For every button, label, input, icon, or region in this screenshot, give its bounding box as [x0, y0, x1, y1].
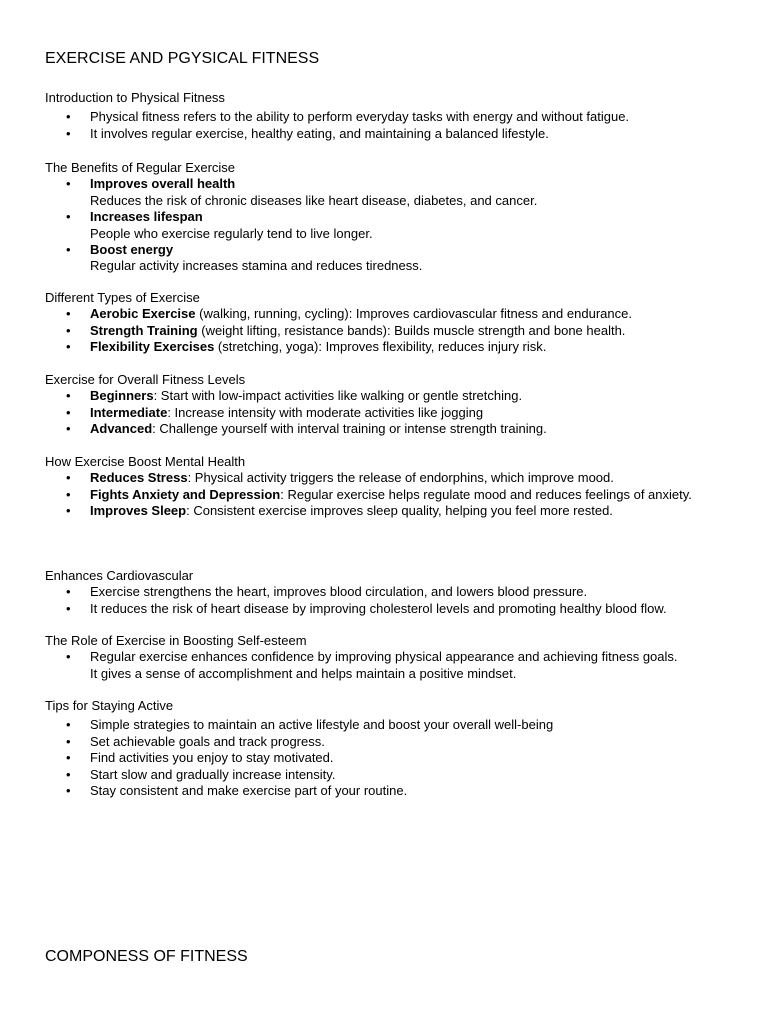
- bullet-icon: •: [66, 750, 71, 766]
- bullet-icon: •: [66, 783, 71, 799]
- section-fitness-levels: [45, 372, 725, 438]
- list-item: • Regular exercise enhances confidence by improving physical appearance and achieving fitness goals. It gives a sense of accomplishment and helps maintain a positive mindset.: [66, 649, 678, 681]
- list-item: • Strength Training (weight lifting, resistance bands): Builds muscle strength and bone health.: [66, 322, 626, 338]
- bullet-icon: •: [66, 125, 71, 141]
- list-item: • Beginners: Start with low-impact activities like walking or gentle stretching.: [66, 388, 523, 404]
- bullet-list: [45, 109, 725, 142]
- bullet-icon: •: [66, 584, 71, 600]
- list-item: • Exercise strengthens the heart, improves blood circulation, and lowers blood pressure.: [66, 584, 588, 600]
- bullet-icon: •: [66, 404, 71, 420]
- bullet-icon: •: [66, 486, 71, 502]
- list-item: • It reduces the risk of heart disease by improving cholesterol levels and promoting healthy blood flow.: [66, 600, 667, 616]
- list-item: • Stay consistent and make exercise part of your routine.: [66, 783, 408, 799]
- bullet-icon: •: [66, 339, 71, 355]
- section-mental-health: [45, 454, 725, 520]
- bullet-icon: •: [66, 176, 71, 192]
- bullet-icon: •: [66, 717, 71, 733]
- bullet-list: [45, 176, 725, 274]
- list-item: • Improves Sleep: Consistent exercise improves sleep quality, helping you feel more rested.: [66, 503, 613, 519]
- bullet-icon: •: [66, 766, 71, 782]
- bullet-icon: •: [66, 242, 71, 258]
- document-title: EXERCISE AND PGYSICAL FITNESS: [45, 50, 320, 67]
- bullet-icon: •: [66, 600, 71, 616]
- bullet-icon: •: [66, 322, 71, 338]
- section-types: [45, 290, 725, 356]
- section-title-components: COMPONESS OF FITNESS: [45, 948, 248, 965]
- section-heading: Introduction to Physical Fitness: [45, 90, 225, 105]
- list-item: • Intermediate: Increase intensity with moderate activities like jogging: [66, 404, 484, 420]
- list-item: • Advanced: Challenge yourself with interval training or intense strength training.: [66, 421, 547, 437]
- bullet-icon: •: [66, 733, 71, 749]
- list-item: • Start slow and gradually increase intensity.: [66, 766, 336, 782]
- section-introduction: [45, 90, 725, 142]
- bullet-icon: •: [66, 649, 71, 665]
- section-heading: How Exercise Boost Mental Health: [45, 454, 246, 469]
- section-heading: Tips for Staying Active: [45, 698, 174, 713]
- list-item: • Reduces Stress: Physical activity triggers the release of endorphins, which improve mood.: [66, 470, 614, 486]
- list-item: • Fights Anxiety and Depression: Regular exercise helps regulate mood and reduces feelings of anxiety.: [66, 486, 692, 502]
- bullet-list: [45, 649, 725, 682]
- bullet-list: [45, 306, 725, 355]
- list-item: • Simple strategies to maintain an active lifestyle and boost your overall well-being: [66, 717, 554, 733]
- bullet-list: [45, 470, 725, 519]
- section-benefits: [45, 160, 725, 275]
- bullet-icon: •: [66, 209, 71, 225]
- section-tips: [45, 698, 725, 799]
- list-item: • Set achievable goals and track progress.: [66, 733, 325, 749]
- section-heading: Exercise for Overall Fitness Levels: [45, 372, 246, 387]
- bullet-icon: •: [66, 503, 71, 519]
- bullet-icon: •: [66, 421, 71, 437]
- bullet-list: [45, 388, 725, 437]
- section-heading: The Benefits of Regular Exercise: [45, 160, 236, 175]
- bullet-icon: •: [66, 109, 71, 125]
- list-item: • Improves overall health Reduces the risk of chronic diseases like heart disease, diabetes, and cancer.: [66, 176, 538, 208]
- list-item: • Increases lifespan People who exercise regularly tend to live longer.: [66, 209, 373, 241]
- bullet-list: [45, 584, 725, 617]
- list-item: • Find activities you enjoy to stay motivated.: [66, 750, 334, 766]
- section-heading: Different Types of Exercise: [45, 290, 200, 305]
- section-self-esteem: [45, 633, 725, 682]
- bullet-list: [45, 717, 725, 799]
- bullet-icon: •: [66, 388, 71, 404]
- bullet-icon: •: [66, 306, 71, 322]
- section-cardiovascular: [45, 568, 725, 617]
- list-item: • Flexibility Exercises (stretching, yoga): Improves flexibility, reduces injury risk.: [66, 339, 547, 355]
- section-heading: Enhances Cardiovascular: [45, 568, 194, 583]
- list-item: • It involves regular exercise, healthy eating, and maintaining a balanced lifestyle.: [66, 125, 549, 141]
- list-item: • Aerobic Exercise (walking, running, cycling): Improves cardiovascular fitness and endurance.: [66, 306, 632, 322]
- section-heading: The Role of Exercise in Boosting Self-esteem: [45, 633, 307, 648]
- bullet-icon: •: [66, 470, 71, 486]
- list-item: • Physical fitness refers to the ability to perform everyday tasks with energy and without fatigue.: [66, 109, 630, 125]
- list-item: • Boost energy Regular activity increases stamina and reduces tiredness.: [66, 242, 423, 274]
